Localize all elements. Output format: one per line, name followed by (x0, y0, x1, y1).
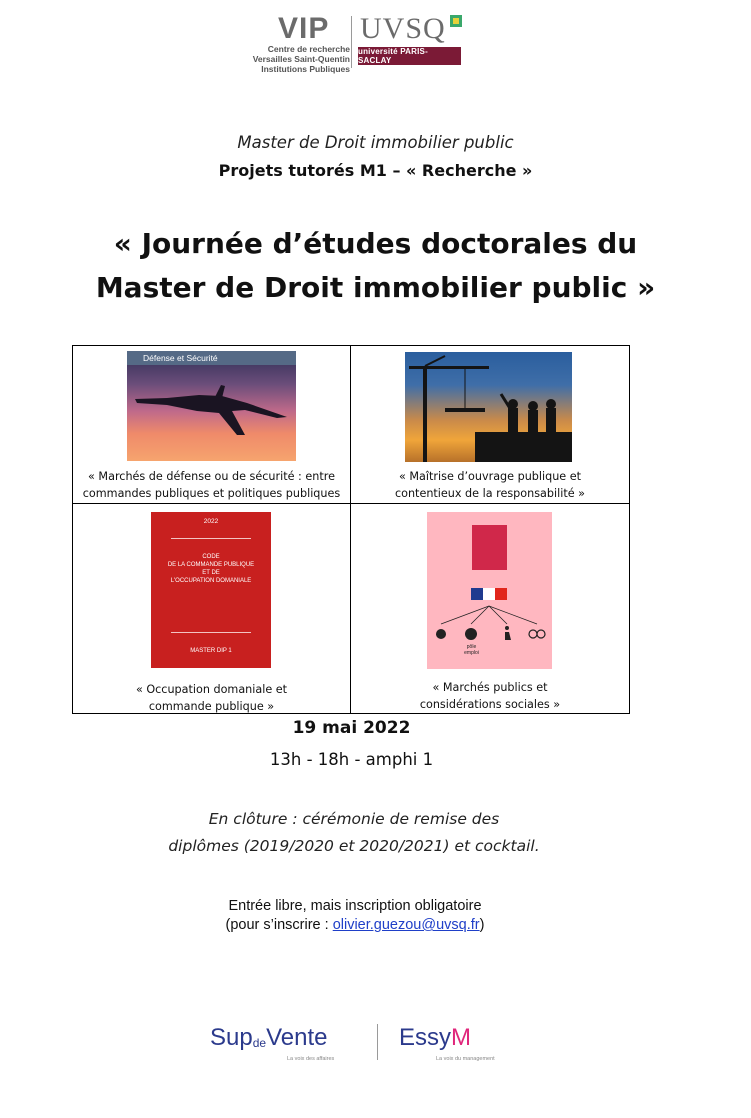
grid-vertical-divider (350, 345, 351, 714)
master-subtitle: Master de Droit immobilier public (237, 133, 514, 152)
defense-band: Défense et Sécurité (127, 351, 296, 365)
page-title-line1: « Journée d’études doctorales du (113, 227, 638, 260)
book-title-line2: DE LA COMMANDE PUBLIQUE (167, 562, 255, 568)
essym-logo: EssyM (399, 1024, 472, 1051)
book-title-line3: ET DE (202, 570, 220, 576)
cell-caption-defense: « Marchés de défense ou de sécurité : entre commandes publiques et politiques publiques (82, 470, 341, 500)
grid-horizontal-divider (72, 503, 630, 504)
paris-saclay-logo: université PARIS-SACLAY (358, 47, 461, 65)
construction-image (405, 352, 572, 462)
event-time: 13h - 18h - amphi 1 (269, 750, 434, 769)
essym-tagline: La voix du management (436, 1056, 495, 1062)
uvsq-logo-mark-icon (450, 15, 462, 27)
page-title-line2: Master de Droit immobilier public » (95, 271, 656, 304)
event-date: 19 mai 2022 (292, 718, 411, 738)
page-title (20, 222, 731, 310)
supdevente-tagline: La voix des affaires (287, 1056, 335, 1062)
poster-book-icon (472, 525, 507, 570)
social-icons-tree-icon (427, 604, 552, 654)
french-flag-icon (471, 588, 507, 600)
registration-note: Entrée libre, mais inscription obligatoire (pour s’inscrire : olivier.guezou@uvsq.fr) (225, 898, 485, 933)
code-book-image (151, 512, 271, 668)
drone-image (127, 351, 296, 461)
logo-separator (351, 16, 352, 68)
vip-logo: VIP (278, 12, 330, 45)
cell-caption-ownership: « Maîtrise d’ouvrage publique et contentieux de la responsabilité » (394, 470, 586, 500)
footer-separator (377, 1024, 378, 1060)
book-year: 2022 (203, 518, 219, 525)
supdevente-logo: SupdeVente (210, 1024, 328, 1051)
cell-caption-social: « Marchés publics et considérations sociales » (419, 681, 561, 711)
pole-emploi-label: pôle emploi (464, 644, 479, 656)
book-title-line1: CODE (202, 554, 220, 560)
registration-email-link[interactable]: olivier.guezou@uvsq.fr (332, 917, 480, 933)
book-title-line4: L'OCCUPATION DOMANIALE (170, 578, 252, 584)
projects-subtitle: Projets tutorés M1 – « Recherche » (218, 161, 533, 180)
closing-note: En clôture : cérémonie de remise des diplômes (2019/2020 et 2020/2021) et cocktail. (168, 810, 540, 855)
book-footer: MASTER DIP 1 (190, 648, 232, 654)
social-considerations-image (427, 512, 552, 669)
drone-silhouette-icon (127, 365, 296, 461)
cell-caption-occupation: « Occupation domaniale et commande publique » (135, 683, 288, 713)
vip-logo-subtitle: Centre de recherche Versailles Saint-Quentin Institutions Publiques (252, 44, 350, 74)
uvsq-logo: UVSQ (360, 12, 446, 45)
crane-workers-silhouette-icon (405, 352, 572, 462)
